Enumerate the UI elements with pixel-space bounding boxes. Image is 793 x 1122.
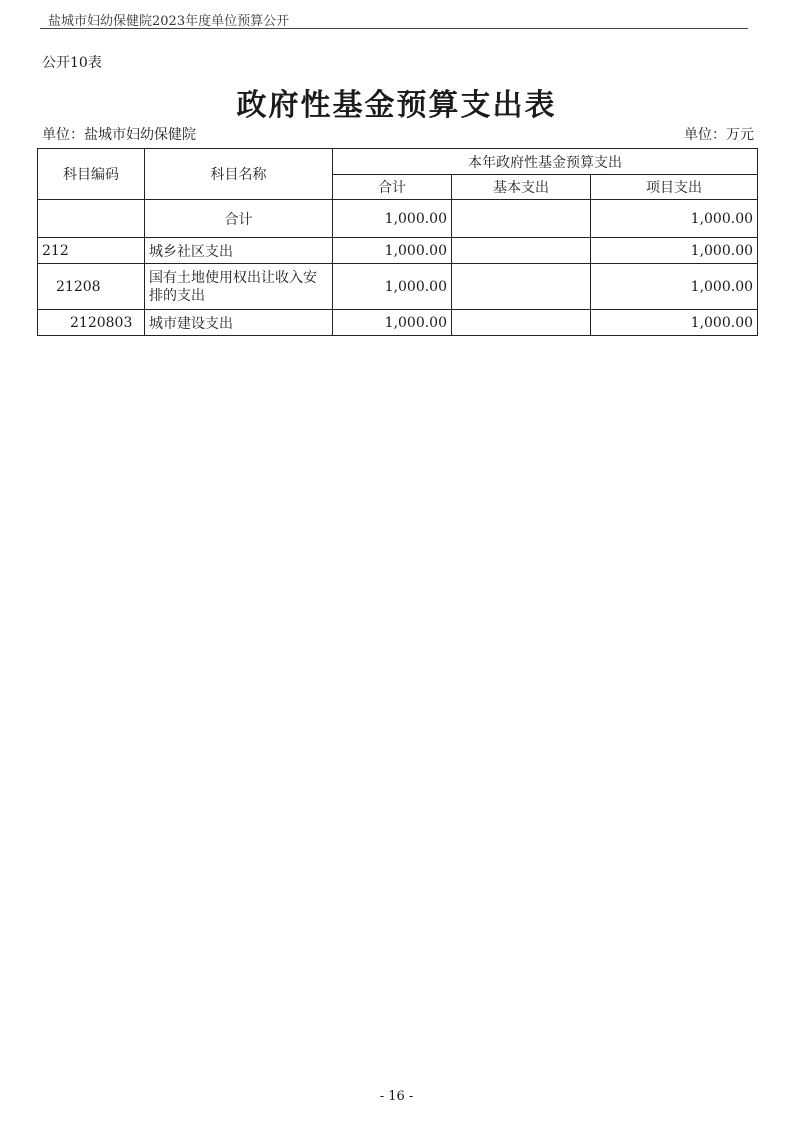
header-basic: 基本支出 <box>452 175 591 200</box>
cell-name: 国有土地使用权出让收入安排的支出 <box>145 264 333 310</box>
cell-project: 1,000.00 <box>591 264 758 310</box>
cell-total: 1,000.00 <box>333 200 452 238</box>
cell-code: 21208 <box>38 264 145 310</box>
page-number: - 16 - <box>379 1089 414 1104</box>
table-number: 公开10表 <box>42 55 102 71</box>
cell-basic <box>452 200 591 238</box>
unit-label-left: 单位：盐城市妇幼保健院 <box>42 127 196 143</box>
cell-basic <box>452 238 591 264</box>
table-header-row <box>38 149 758 175</box>
table-row <box>38 264 758 310</box>
budget-table <box>37 148 758 336</box>
cell-code <box>38 200 145 238</box>
cell-name: 城市建设支出 <box>145 310 333 336</box>
cell-total: 1,000.00 <box>333 264 452 310</box>
cell-name: 城乡社区支出 <box>145 238 333 264</box>
cell-basic <box>452 264 591 310</box>
header-total: 合计 <box>333 175 452 200</box>
header-code: 科目编码 <box>38 149 145 200</box>
cell-code: 212 <box>38 238 145 264</box>
cell-total: 1,000.00 <box>333 310 452 336</box>
table-row <box>38 200 758 238</box>
cell-name: 合计 <box>145 200 333 238</box>
header-group: 本年政府性基金预算支出 <box>333 149 758 175</box>
cell-project: 1,000.00 <box>591 310 758 336</box>
cell-total: 1,000.00 <box>333 238 452 264</box>
header-rule <box>40 28 748 29</box>
unit-label-right: 单位：万元 <box>684 127 754 143</box>
cell-project: 1,000.00 <box>591 238 758 264</box>
header-name: 科目名称 <box>145 149 333 200</box>
cell-basic <box>452 310 591 336</box>
header-project: 项目支出 <box>591 175 758 200</box>
cell-code: 2120803 <box>38 310 145 336</box>
document-title: 政府性基金预算支出表 <box>236 88 557 123</box>
table-row <box>38 310 758 336</box>
table-row <box>38 238 758 264</box>
cell-project: 1,000.00 <box>591 200 758 238</box>
running-header: 盐城市妇幼保健院2023年度单位预算公开 <box>48 14 290 29</box>
